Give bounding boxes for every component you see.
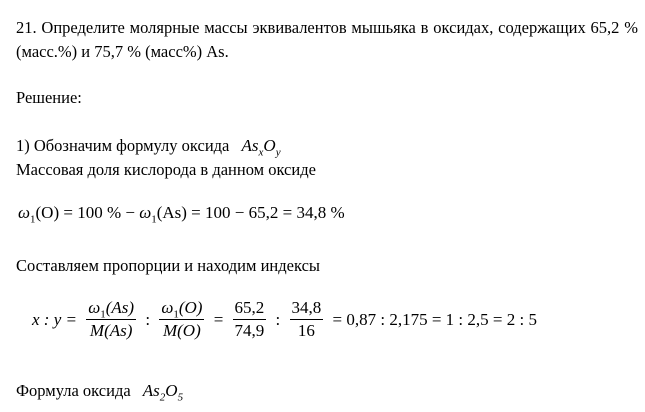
oxygen-fraction-label: Массовая доля кислорода в данном оксиде [16,160,316,179]
omega-sub: 1 [30,213,36,226]
fraction-o-values-denominator: 16 [297,321,315,340]
fraction-as-numerator [86,297,136,320]
colon-2: : [275,309,281,329]
omega-sub-4: 1 [173,308,179,321]
frac1-num-text: (As) [105,298,135,317]
fraction-as-values-denominator: 74,9 [234,321,265,340]
fraction-as-denominator: M(As) [89,321,133,340]
omega-symbol-3: ω [88,298,101,317]
equals-sign: = [213,309,224,329]
final-formula-o: O [165,381,178,400]
formula-o: O [263,136,276,155]
final-formula-sub-5: 5 [177,391,184,404]
equation1-part1: (O) = 100 % − [35,203,140,222]
formula-as: As [241,136,259,155]
omega-symbol-2: ω [139,203,152,222]
fraction-as [86,297,136,342]
problem-statement: 21. Определите молярные массы эквивалентов мышьяка в оксидах, содержащих 65,2 % (масс.%) и 75,7 % (масс%) As. [16,18,638,61]
final-formula-sub-2: 2 [159,391,166,404]
proportion-equation [30,297,539,342]
fraction-o-values [290,297,324,342]
ratio-result: = 0,87 : 2,175 = 1 : 2,5 = 2 : 5 [332,309,537,329]
step1-line [16,136,281,159]
fraction-as-values [233,297,267,342]
fraction-o [159,297,204,342]
final-formula-label: Формула оксида [16,381,131,400]
formula-sub-y: y [275,146,281,159]
omega-sub-3: 1 [100,308,106,321]
lhs-xy: x : y = [32,309,77,329]
fraction-as-values-numerator: 65,2 [233,297,267,320]
final-oxide-formula [142,381,184,404]
formula-sub-x: x [258,146,264,159]
equation1-part2: (As) = 100 − 65,2 = 34,8 % [156,203,345,222]
colon-1: : [145,309,151,329]
oxygen-fraction-equation [18,203,345,226]
omega-symbol: ω [18,203,31,222]
fraction-o-denominator: M(O) [162,321,201,340]
omega-sub-2: 1 [151,213,157,226]
fraction-o-numerator [159,297,204,320]
frac2-num-text: (O) [178,298,203,317]
fraction-o-values-numerator: 34,8 [290,297,324,320]
omega-symbol-4: ω [161,298,174,317]
solution-heading: Решение: [16,88,82,107]
final-formula-as: As [142,381,160,400]
oxide-formula-general [241,136,281,159]
final-formula-line [16,381,184,404]
step1-label: 1) Обозначим формулу оксида [16,136,230,155]
proportion-label: Составляем пропорции и находим индексы [16,256,320,275]
